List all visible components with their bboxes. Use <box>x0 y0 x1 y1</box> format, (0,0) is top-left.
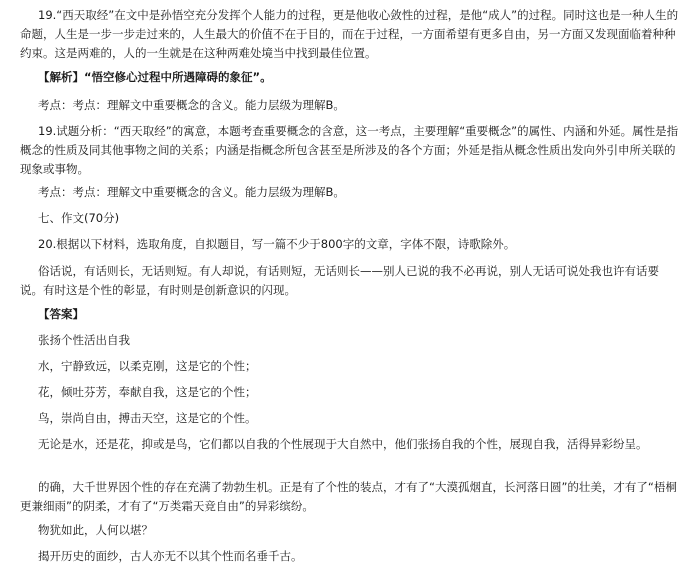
essay-line-flower: 花，倾吐芬芳，奉献自我，这是它的个性； <box>38 385 257 399</box>
essay-line-question: 物犹如此，人何以堪？ <box>38 523 153 537</box>
question-20: 20.根据以下材料，选取角度，自拟题目，写一篇不少于800字的文章，字体不限，诗歌除外。 <box>38 237 516 251</box>
exam-point-2: 考点：考点：理解文中重要概念的含义。能力层级为理解B。 <box>38 185 345 199</box>
essay-line-bird: 鸟，崇尚自由，搏击天空，这是它的个性。 <box>38 411 257 425</box>
question-analysis-19: 19.试题分析：“西天取经”的寓意，本题考查重要概念的含意，这一考点，主要理解“重要概念”的属性、内涵和外延。属性是指概念的性质及同其他事物之间的关系；内涵是指概念所包含甚至是所涉及的各个方面；外延是指从概念性质出发向外引申所关联的现象或事物。 <box>20 124 679 176</box>
essay-line-water: 水，宁静致远，以柔克刚，这是它的个性； <box>38 359 257 373</box>
answer-heading: 【答案】 <box>38 307 84 321</box>
essay-line-history: 揭开历史的面纱，古人亦无不以其个性而名垂千古。 <box>38 549 303 563</box>
essay-paragraph-nature: 无论是水，还是花，抑或是鸟，它们都以自我的个性展现于大自然中，他们张扬自我的个性，展现自我，活得异彩纷呈。 <box>38 437 648 451</box>
exam-point-1: 考点：考点：理解文中重要概念的含义。能力层级为理解B。 <box>38 98 345 112</box>
essay-paragraph-world: 的确，大千世界因个性的存在充满了勃勃生机。正是有了个性的装点，才有了“大漠孤烟直，长河落日圆”的壮美，才有了“梧桐更兼细雨”的阴柔，才有了“万类霜天竞自由”的异彩缤纷。 <box>20 480 677 513</box>
essay-title: 张扬个性活出自我 <box>38 333 130 347</box>
section-heading-composition: 七、作文(70分) <box>38 211 120 225</box>
material-paragraph: 俗话说，有话则长，无话则短。有人却说，有话则短，无话则长——别人已说的我不必再说，别人无话可说处我也许有话要说。有时这是个性的彰显，有时则是创新意识的闪现。 <box>20 264 659 297</box>
answer-paragraph-19: 19.“西天取经”在文中是孙悟空充分发挥个人能力的过程，更是他收心敛性的过程，是他“成人”的过程。同时这也是一种人生的命题，人生是一步一步走过来的，人生最大的价值不在于目的，而在于过程，一方面希望有更多自由，另一方面又发现面临着种种约束。这是两难的，人的一生就是在这种两难处境当中找到最佳位置。 <box>20 8 679 60</box>
analysis-heading: 【解析】“悟空修心过程中所遇障碍的象征”。 <box>38 70 272 84</box>
